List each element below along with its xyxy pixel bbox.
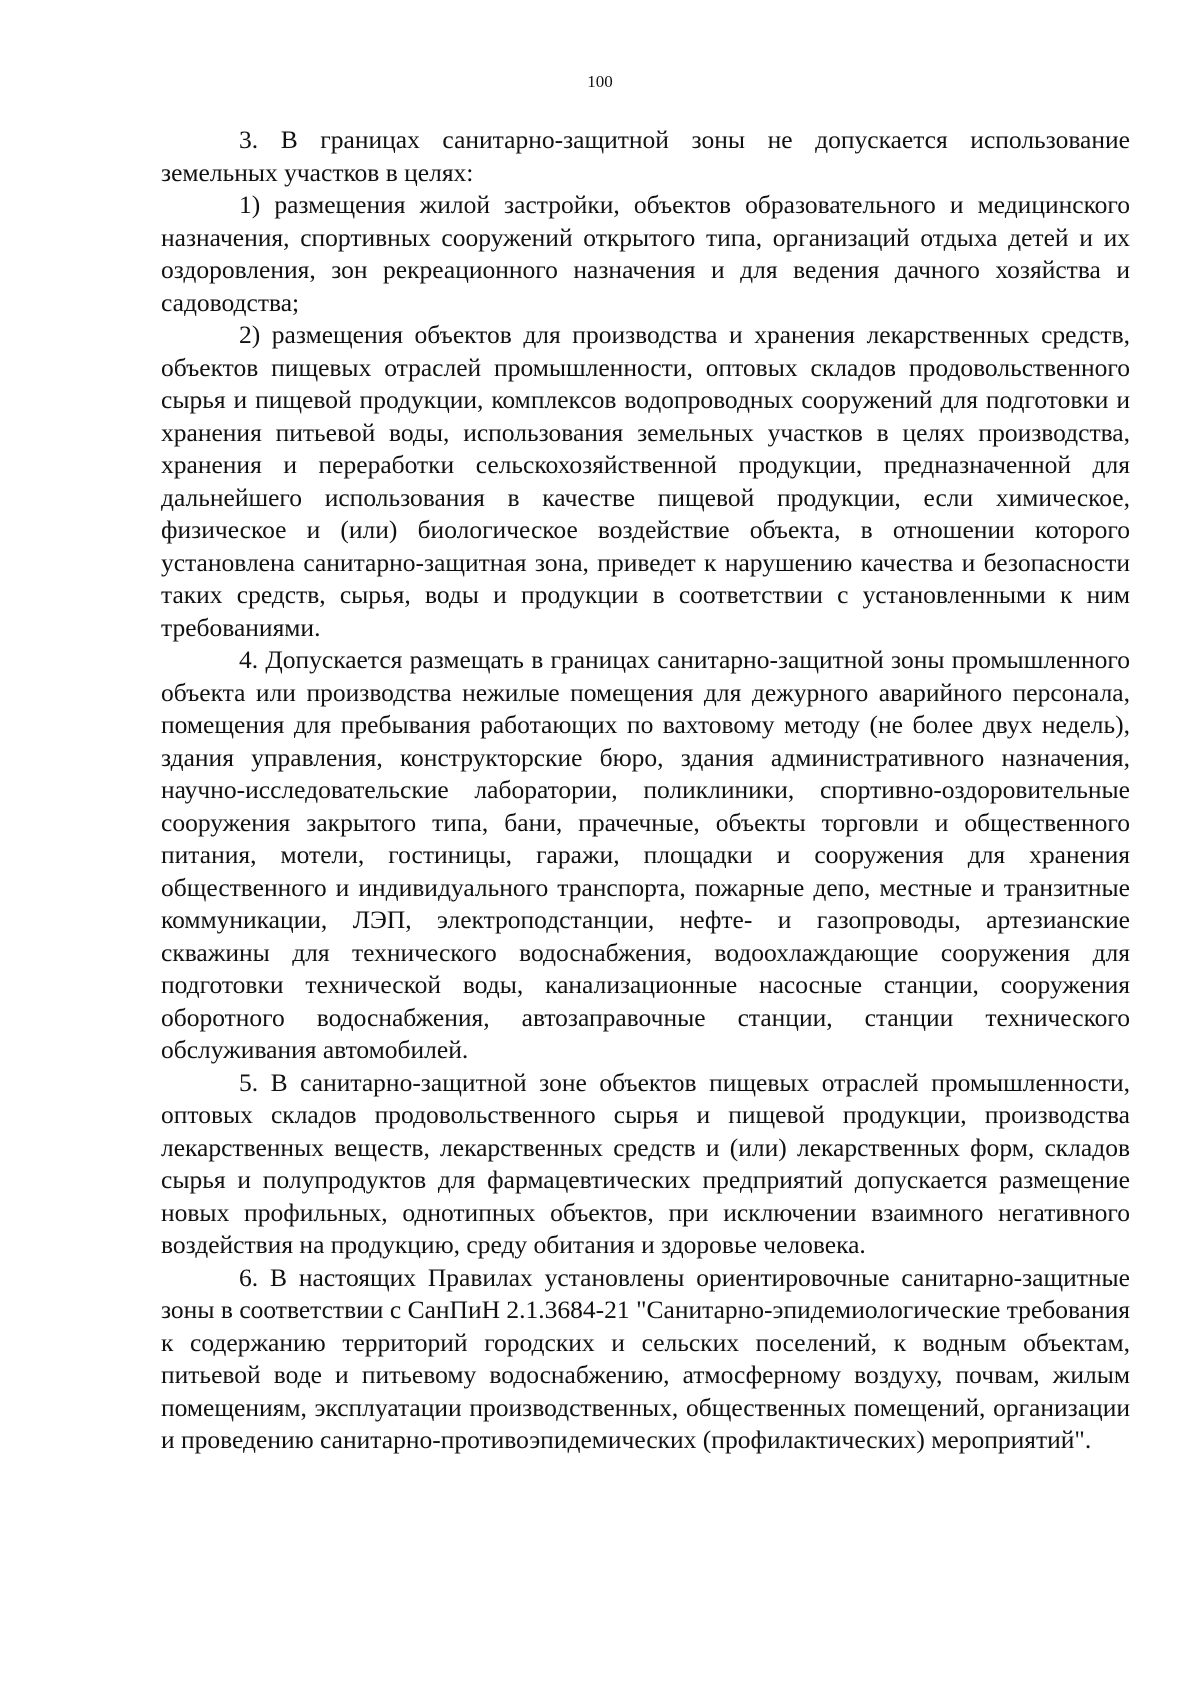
paragraph-subitem-1: 1) размещения жилой застройки, объектов образовательного и медицинского назначения, спортивных сооружений открытого типа, организаций отдыха детей и их оздоровления, зон рекреационного назначения и для ведения дачного хозяйства и садоводства;: [161, 190, 1130, 317]
paragraph-item-4: 4. Допускается размещать в границах санитарно-защитной зоны промышленного объекта или производства нежилые помещения для дежурного аварийного персонала, помещения для пребывания работающих по вахтовому методу (не более двух недель), здания управления, конструкторские бюро, здания административного назначения, научно-исследовательские лаборатории, поликлиники, спортивно-оздоровительные сооружения закрытого типа, бани, прачечные, объекты торговли и общественного питания, мотели, гостиницы, гаражи, площадки и сооружения для хранения общественного и индивидуального транспорта, пожарные депо, местные и транзитные коммуникации, ЛЭП, электроподстанции, нефте- и газопроводы, артезианские скважины для технического водоснабжения, водоохлаждающие сооружения для подготовки технической воды, канализационные насосные станции, сооружения оборотного водоснабжения, автозаправочные станции, станции технического обслуживания автомобилей.: [161, 645, 1130, 1064]
paragraph-item-3: 3. В границах санитарно-защитной зоны не допускается использование земельных участков в целях:: [161, 125, 1130, 187]
paragraph-item-5: 5. В санитарно-защитной зоне объектов пищевых отраслей промышленности, оптовых складов продовольственного сырья и пищевой продукции, производства лекарственных веществ, лекарственных средств и (или) лекарственных форм, складов сырья и полупродуктов для фармацевтических предприятий допускается размещение новых профильных, однотипных объектов, при исключении взаимного негативного воздействия на продукцию, среду обитания и здоровье человека.: [161, 1067, 1130, 1259]
paragraph-subitem-2: 2) размещения объектов для производства и хранения лекарственных средств, объектов пищевых отраслей промышленности, оптовых складов продовольственного сырья и пищевой продукции, комплексов водопроводных сооружений для подготовки и хранения питьевой воды, использования земельных участков в целях производства, хранения и переработки сельскохозяйственной продукции, предназначенной для дальнейшего использования в качестве пищевой продукции, если химическое, физическое и (или) биологическое воздействие объекта, в отношении которого установлена санитарно-защитная зона, приведет к нарушению качества и безопасности таких средств, сырья, воды и продукции в соответствии с установленными к ним требованиями.: [161, 320, 1130, 642]
paragraph-item-6: 6. В настоящих Правилах установлены ориентировочные санитарно-защитные зоны в соответствии с СанПиН 2.1.3684-21 "Санитарно-эпидемиологические требования к содержанию территорий городских и сельских поселений, к водным объектам, питьевой воде и питьевому водоснабжению, атмосферному воздуху, почвам, жилым помещениям, эксплуатации производственных, общественных помещений, организации и проведению санитарно-противоэпидемических (профилактических) мероприятий".: [161, 1262, 1130, 1454]
document-body: [161, 124, 1130, 1457]
page-number: 100: [587, 72, 613, 91]
